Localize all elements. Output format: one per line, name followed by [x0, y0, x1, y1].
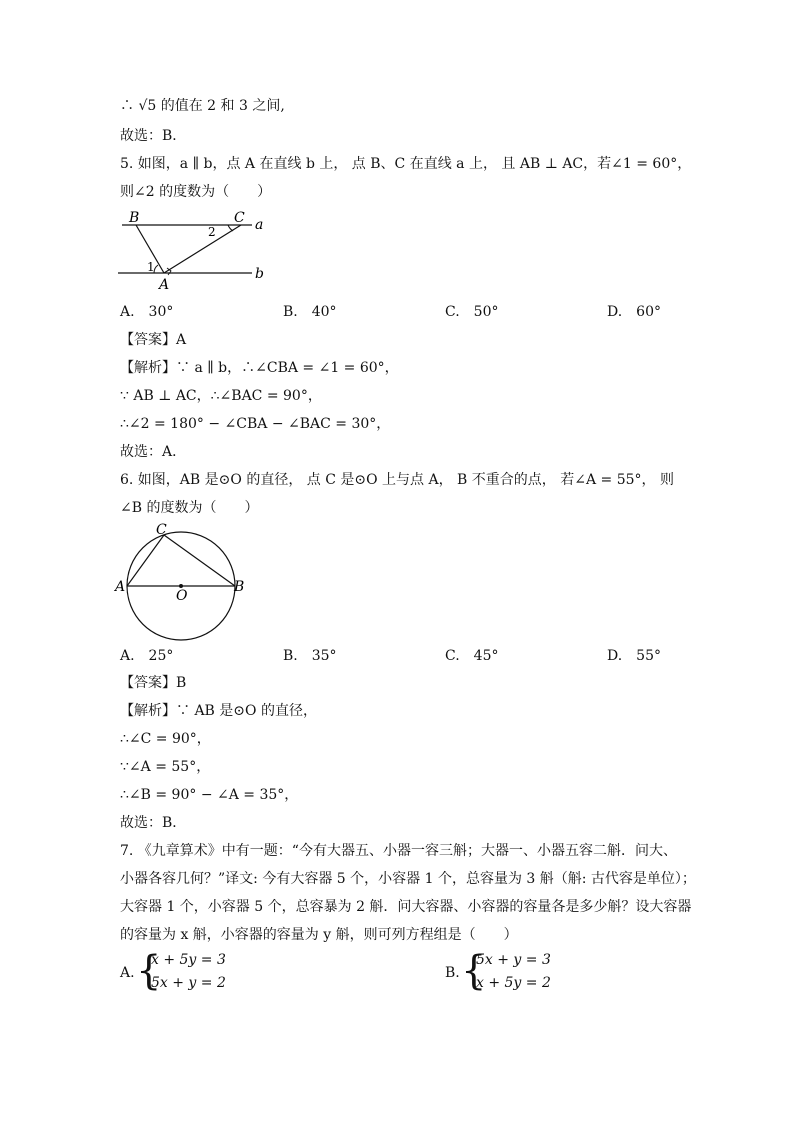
q7-option-a-label: A. [120, 965, 135, 981]
label-line-a: a [255, 217, 264, 233]
q5-solution-line-3: ∴∠2 = 180° − ∠CBA − ∠BAC = 30°， [120, 416, 391, 432]
question-6-text-cont: ∠B 的度数为（ ） [120, 500, 259, 516]
label-b-point: B [129, 210, 140, 226]
q6-option-d: D. 55° [607, 648, 661, 664]
question-7-text-4: 的容量为 x 斛，小容器的容量为 y 斛，则可列方程组是（ ） [120, 927, 518, 943]
q6-solution-line-1: 【解析】∵ AB 是⊙O 的直径， [120, 703, 317, 719]
q6-answer: 【答案】B [120, 675, 187, 691]
q5-option-a: A. 30° [120, 304, 174, 320]
question-7-text-2: 小器各容几何？”译文: 今有大容器 5 个，小容器 1 个，总容量为 3 斛（斛: 古代容是单位）； [120, 871, 696, 887]
brace-icon: { [461, 948, 487, 994]
label-b: B [234, 579, 245, 595]
q6-option-b: B. 35° [283, 648, 337, 664]
q7-option-b-eq2: x + 5y = 2 [476, 975, 551, 991]
q7-option-b-label: B. [445, 965, 460, 981]
label-a-point: A [159, 277, 170, 293]
q6-solution-line-3: ∵∠A = 55°， [120, 759, 211, 775]
figure-5-parallel-lines [112, 208, 272, 293]
question-7-text-3: 大容器 1 个，小容器 5 个，总容暴为 2 斛．问大容器、小容器的容量各是多少斛？设大容器 [120, 899, 692, 915]
question-6-text: 6. 如图，AB 是⊙O 的直径， 点 C 是⊙O 上与点 A， B 不重合的点， 若∠A = 55°， 则 [120, 472, 674, 488]
label-o: O [176, 588, 188, 604]
q6-solution-line-4: ∴∠B = 90° − ∠A = 35°， [120, 787, 299, 803]
question-5-text: 5. 如图，a ∥ b，点 A 在直线 b 上， 点 B、C 在直线 a 上， 且 AB ⊥ AC，若∠1 = 60°， [120, 156, 692, 172]
label-angle-2: 2 [208, 225, 216, 239]
question-5-text-cont: 则∠2 的度数为（ ） [120, 184, 272, 200]
q6-solution-line-2: ∴∠C = 90°， [120, 731, 211, 747]
q7-option-a-eq2: 5x + y = 2 [151, 975, 226, 991]
q5-option-d: D. 60° [607, 304, 661, 320]
label-line-b: b [255, 266, 264, 282]
angle-2-arc [228, 225, 233, 231]
label-c-point: C [234, 210, 245, 226]
q6-solution-line-5: 故选：B． [120, 815, 187, 831]
q5-solution-line-1: 【解析】∵ a ∥ b，∴∠CBA = ∠1 = 60°， [120, 360, 399, 376]
q7-option-a-eq1: x + 5y = 3 [151, 952, 226, 968]
q7-option-b-eq1: 5x + y = 3 [476, 952, 551, 968]
q5-option-c: C. 50° [445, 304, 499, 320]
label-angle-1: 1 [147, 260, 155, 274]
text-line-sqrt5: ∴ √5 的值在 2 和 3 之间, [120, 98, 285, 114]
text-line-choose-b: 故选：B． [120, 128, 187, 144]
chord-ac [127, 535, 164, 586]
q5-solution-line-4: 故选：A． [120, 444, 187, 460]
chord-cb [164, 535, 235, 586]
q5-solution-line-2: ∵ AB ⊥ AC，∴∠BAC = 90°， [120, 388, 322, 404]
q5-option-b: B. 40° [283, 304, 337, 320]
q6-option-c: C. 45° [445, 648, 499, 664]
brace-icon: { [136, 948, 162, 994]
segment-ac [164, 225, 241, 273]
question-7-text: 7. 《九章算术》中有一题：“今有大器五、小器一容三斛；大器一、小器五容二斛．问大、 [120, 843, 677, 859]
q5-answer: 【答案】A [120, 332, 187, 348]
label-a: A [115, 579, 126, 595]
label-c: C [156, 522, 167, 538]
figure-6-circle [112, 520, 252, 645]
q6-option-a: A. 25° [120, 648, 174, 664]
